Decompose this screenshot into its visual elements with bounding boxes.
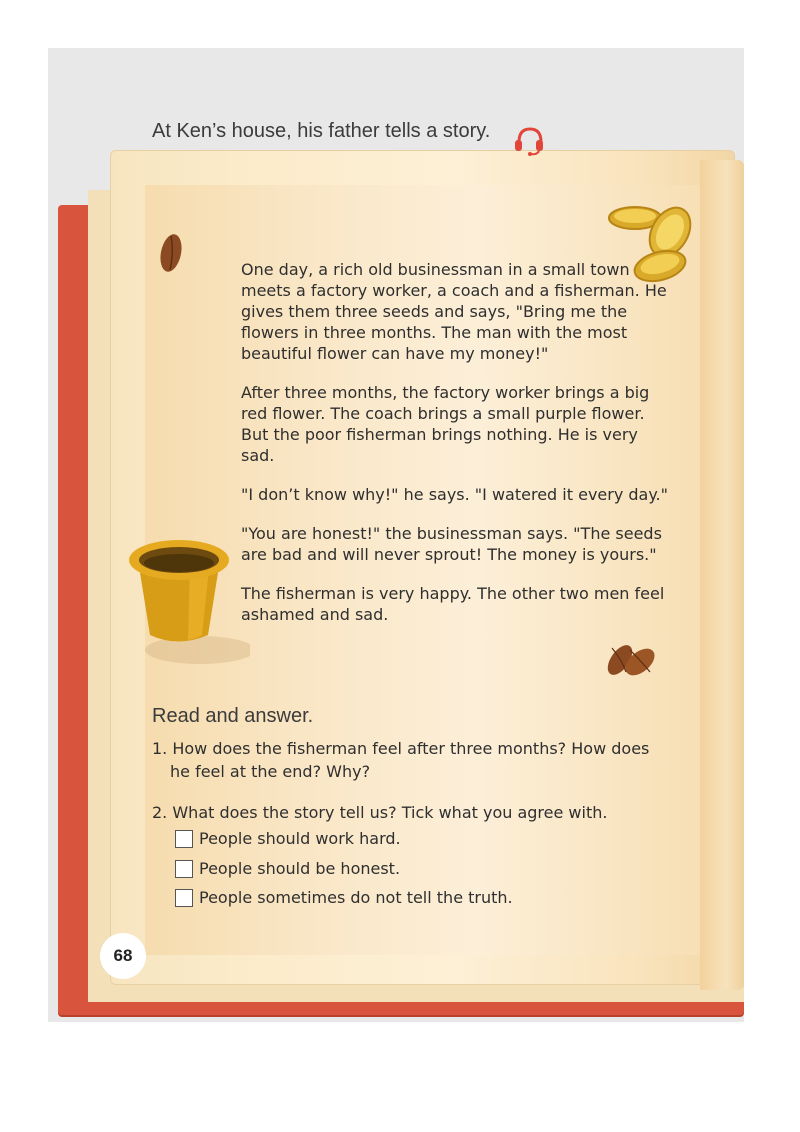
page-heading: At Ken’s house, his father tells a story.: [152, 120, 491, 142]
story-paragraph: "I don’t know why!" he says. "I watered it every day.": [241, 485, 668, 504]
option-be-honest[interactable]: [175, 859, 400, 878]
question-2: 2. What does the story tell us? Tick what you agree with.: [152, 803, 608, 822]
option-label: People sometimes do not tell the truth.: [199, 888, 513, 907]
story-paragraph: The fisherman is very happy. The other two men feel ashamed and sad.: [241, 584, 665, 624]
option-not-tell-truth[interactable]: [175, 888, 513, 907]
page-number: 68: [100, 933, 146, 979]
question-1-line-2: he feel at the end? Why?: [170, 762, 371, 781]
exercise-title: Read and answer.: [152, 705, 314, 727]
option-label: People should be honest.: [199, 859, 401, 878]
headphones-icon[interactable]: [512, 122, 546, 156]
seed-icon: [600, 640, 660, 680]
option-label: People should work hard.: [199, 829, 401, 848]
question-1-line-1: 1. How does the fisherman feel after three months? How does: [152, 739, 650, 758]
flower-pot-icon: [120, 530, 250, 670]
book-page-edge: [700, 160, 744, 990]
story-paragraph: One day, a rich old businessman in a small town meets a factory worker, a coach and a fisherman. He gives them three seeds and says, "Bring me the flowers in three months. The man with the most beautiful flower can have my money!": [241, 260, 667, 363]
checkbox[interactable]: [175, 860, 193, 878]
question-1: [152, 737, 672, 783]
story-paragraph: "You are honest!" the businessman says. "The seeds are bad and will never sprout! The money is yours.": [241, 524, 662, 564]
option-work-hard[interactable]: [175, 829, 401, 848]
story-text: [241, 259, 671, 643]
checkbox[interactable]: [175, 830, 193, 848]
story-paragraph: After three months, the factory worker brings a big red flower. The coach brings a small purple flower. But the poor fisherman brings nothing. He is very sad.: [241, 383, 650, 465]
checkbox[interactable]: [175, 889, 193, 907]
seed-icon: [158, 232, 184, 274]
